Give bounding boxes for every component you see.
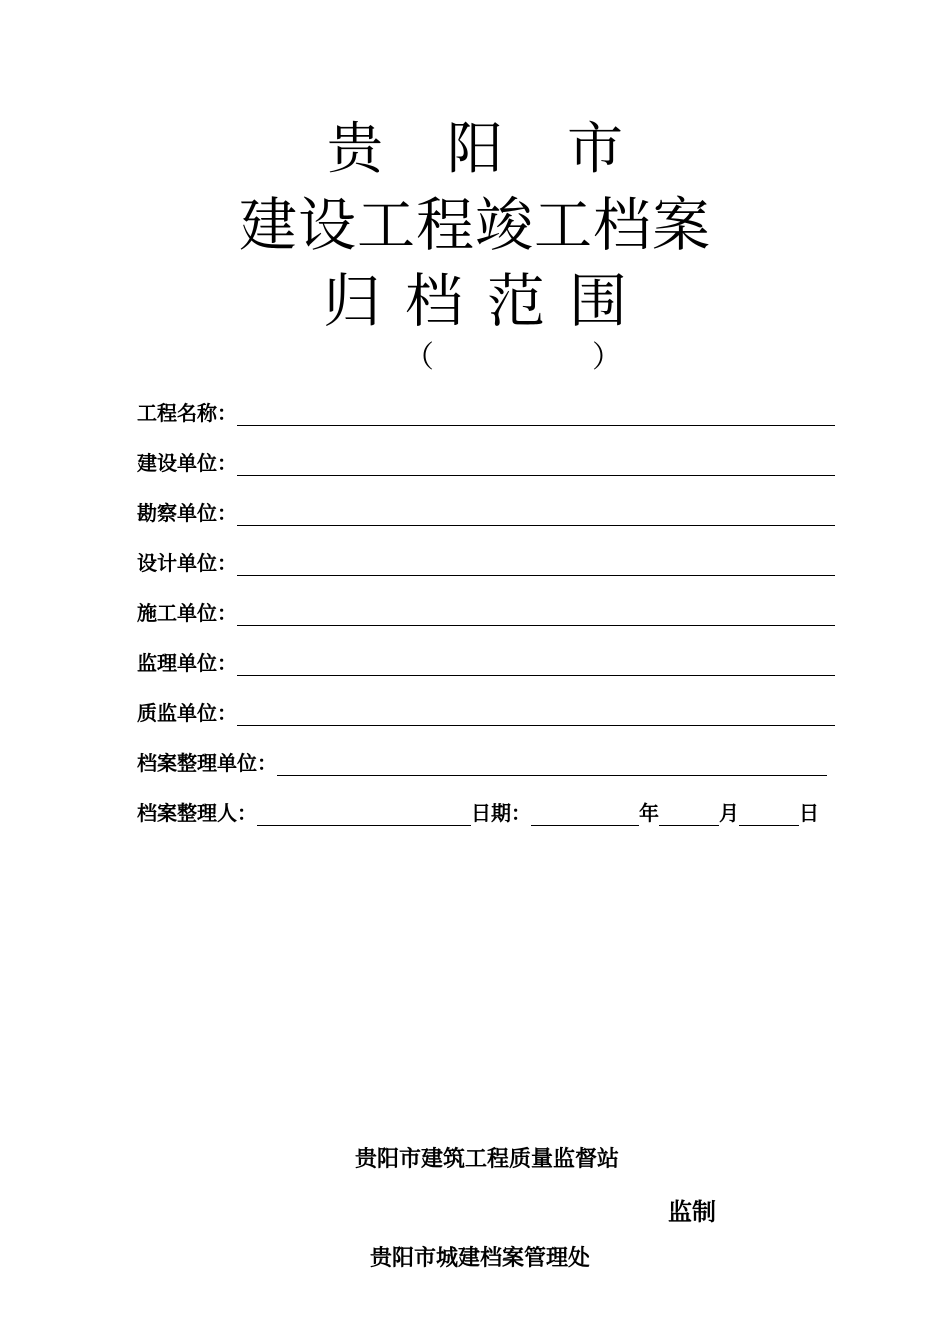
field-archive-unit-input[interactable] (277, 753, 827, 776)
field-archivist-date (137, 796, 819, 826)
footer-org-quality-station: 贵阳市建筑工程质量监督站 (355, 1147, 620, 1172)
field-survey-unit-input[interactable] (237, 503, 835, 526)
paren-close: ） (592, 341, 622, 374)
title-city-char-2: 阳 (447, 117, 503, 182)
archivist-label: 档案整理人： (137, 801, 257, 825)
field-label: 质监单位： (137, 701, 237, 725)
title-scope-char-2: 档 (404, 267, 463, 335)
footer-org-archive-office: 贵阳市城建档案管理处 (370, 1246, 591, 1271)
paren-open: （ (404, 341, 434, 374)
field-supervision-unit (137, 646, 835, 676)
field-quality-unit-input[interactable] (237, 703, 835, 726)
field-project-name (137, 396, 835, 426)
year-input[interactable] (531, 803, 639, 826)
year-label: 年 (639, 801, 659, 825)
field-quality-unit (137, 696, 835, 726)
field-label: 建设单位： (137, 451, 237, 475)
field-label: 设计单位： (137, 551, 237, 575)
field-label: 勘察单位： (137, 501, 237, 525)
field-design-unit-input[interactable] (237, 553, 835, 576)
field-construction-unit (137, 446, 835, 476)
archivist-input[interactable] (257, 803, 471, 826)
field-builder-unit (137, 596, 835, 626)
field-supervision-unit-input[interactable] (237, 653, 835, 676)
title-main: 建设工程竣工档案 (238, 191, 711, 259)
field-label: 档案整理单位： (137, 751, 277, 775)
title-scope-char-1: 归 (322, 267, 381, 335)
footer-supervise: 监制 (668, 1198, 716, 1226)
title-city (0, 118, 950, 182)
field-label: 工程名称： (137, 401, 237, 425)
title-city-char-1: 贵 (327, 117, 383, 182)
month-input[interactable] (659, 803, 719, 826)
field-project-name-input[interactable] (237, 403, 835, 426)
title-scope-char-4: 围 (569, 267, 628, 335)
date-label: 日期： (471, 801, 531, 825)
title-scope (0, 268, 950, 334)
field-label: 监理单位： (137, 651, 237, 675)
field-survey-unit (137, 496, 835, 526)
field-construction-unit-input[interactable] (237, 453, 835, 476)
field-builder-unit-input[interactable] (237, 603, 835, 626)
title-scope-char-3: 范 (487, 267, 546, 335)
field-design-unit (137, 546, 835, 576)
month-label: 月 (719, 801, 739, 825)
day-input[interactable] (739, 803, 799, 826)
day-label: 日 (799, 801, 819, 825)
field-archive-unit (137, 746, 827, 776)
field-label: 施工单位： (137, 601, 237, 625)
title-city-char-3: 市 (567, 117, 623, 182)
